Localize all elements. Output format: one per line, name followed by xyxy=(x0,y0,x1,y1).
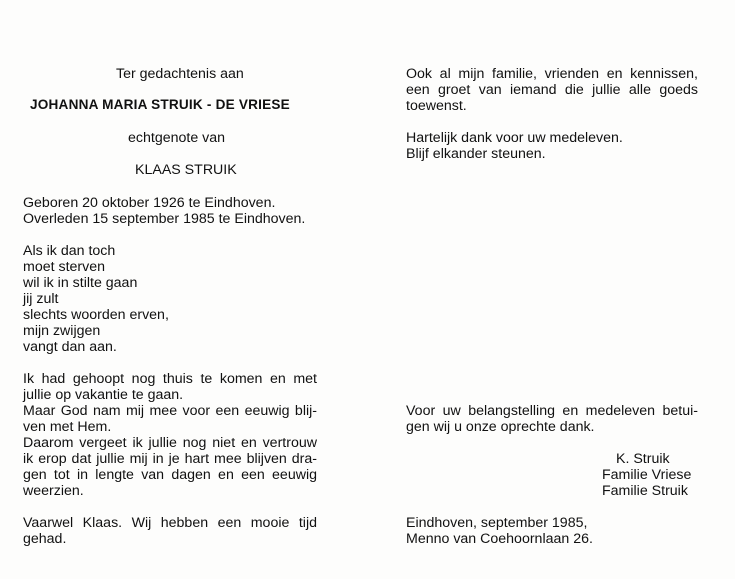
family-thanks-line: gen wij u onze oprechte dank. xyxy=(406,419,595,435)
family-thanks-line: Voor uw belangstelling en medeleven betui- xyxy=(406,403,698,419)
message-line: weerzien. xyxy=(23,483,84,499)
poem-line: vangt dan aan. xyxy=(23,339,117,355)
message-line: gen tot in lengte van dagen en een eeuwig xyxy=(23,467,317,483)
farewell-line: gehad. xyxy=(23,531,67,547)
signature-line: Familie Struik xyxy=(602,483,688,499)
message-line: Ik had gehoopt nog thuis te komen en met xyxy=(23,371,317,387)
address-line: Eindhoven, september 1985, xyxy=(406,515,588,531)
message-line: Maar God nam mij mee voor een eeuwig blij- xyxy=(23,403,317,419)
memorial-heading: Ter gedachtenis aan xyxy=(116,66,244,82)
poem-line: jij zult xyxy=(23,291,59,307)
poem-line: mijn zwijgen xyxy=(23,323,101,339)
poem-line: slechts woorden erven, xyxy=(23,307,169,323)
thanks-line: Blijf elkander steunen. xyxy=(406,146,546,162)
deceased-name: JOHANNA MARIA STRUIK - DE VRIESE xyxy=(30,97,290,112)
greeting-line: een groet van iemand die jullie alle goeds xyxy=(406,82,698,98)
spouse-label: echtgenote van xyxy=(128,130,226,146)
message-line: Daarom vergeet ik jullie nog niet en vertrouw xyxy=(23,435,317,451)
right-panel xyxy=(368,0,735,579)
signature-line: Familie Vriese xyxy=(602,467,692,483)
message-line: ik erop dat jullie mij in je hart mee blijven dra- xyxy=(23,451,317,467)
signature-line: K. Struik xyxy=(616,451,670,467)
thanks-line: Hartelijk dank voor uw medeleven. xyxy=(406,130,623,146)
message-line: jullie op vakantie te gaan. xyxy=(23,387,184,403)
greeting-line: Ook al mijn familie, vrienden en kennissen, xyxy=(406,66,698,82)
poem-line: moet sterven xyxy=(23,259,106,275)
birth-line: Geboren 20 oktober 1926 te Eindhoven. xyxy=(23,195,276,211)
poem-line: wil ik in stilte gaan xyxy=(23,275,138,291)
farewell-line: Vaarwel Klaas. Wij hebben een mooie tijd xyxy=(23,515,317,531)
spouse-name: KLAAS STRUIK xyxy=(135,162,237,178)
greeting-line: toewenst. xyxy=(406,98,467,114)
death-line: Overleden 15 september 1985 te Eindhoven. xyxy=(23,211,306,227)
left-panel xyxy=(0,0,367,579)
poem-line: Als ik dan toch xyxy=(23,243,116,259)
message-line: ven met Hem. xyxy=(23,419,112,435)
address-line: Menno van Coehoornlaan 26. xyxy=(406,531,593,547)
